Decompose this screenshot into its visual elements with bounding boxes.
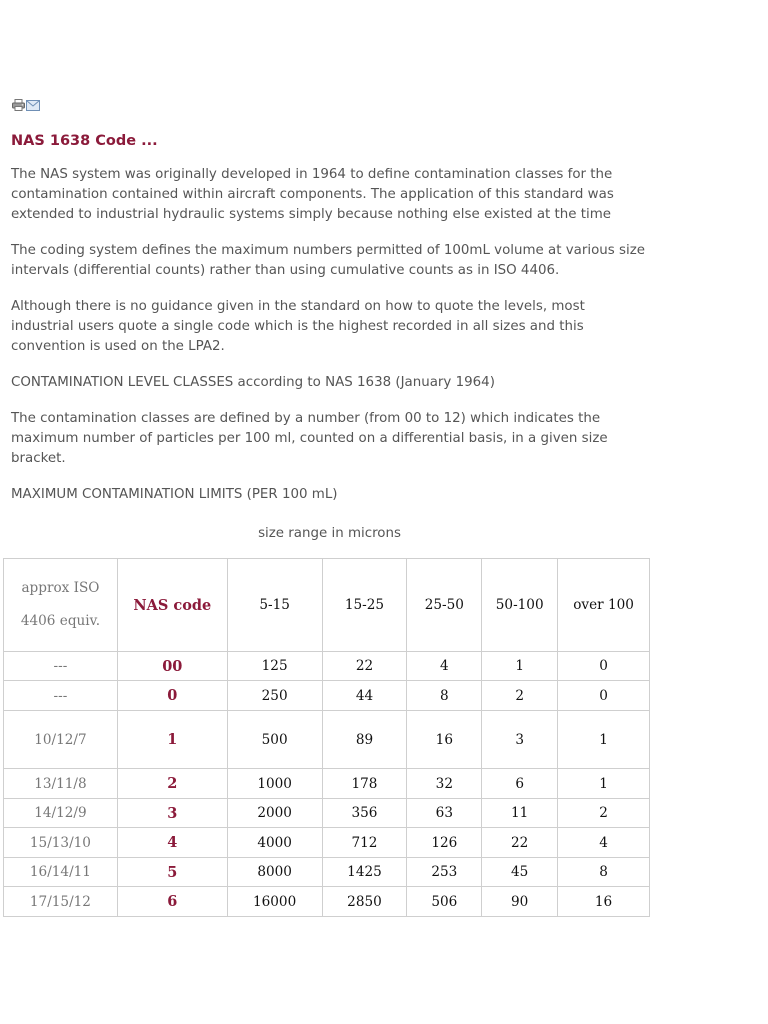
cell-iso-equiv: 16/14/11 <box>4 858 118 887</box>
cell-count: 4 <box>407 652 482 681</box>
cell-count: 16 <box>558 887 650 917</box>
cell-count: 6 <box>482 769 558 799</box>
cell-nas-code: 4 <box>117 828 227 858</box>
cell-count: 3 <box>482 711 558 769</box>
cell-count: 4 <box>558 828 650 858</box>
article-paragraph: The contamination classes are defined by a number (from 00 to 12) which indicates the maximum number of particles per 100 ml, counted on a differential basis, in a given size bracket. <box>11 411 608 466</box>
cell-count: 90 <box>482 887 558 917</box>
cell-nas-code: 00 <box>117 652 227 681</box>
cell-count: 1 <box>558 711 650 769</box>
cell-count: 32 <box>407 769 482 799</box>
cell-iso-equiv: 14/12/9 <box>4 799 118 828</box>
article-content <box>11 131 651 541</box>
cell-iso-equiv: 10/12/7 <box>4 711 118 769</box>
cell-count: 89 <box>322 711 407 769</box>
article-tools <box>12 98 40 112</box>
article-paragraph: MAXIMUM CONTAMINATION LIMITS (PER 100 mL) <box>11 487 338 502</box>
cell-count: 11 <box>482 799 558 828</box>
header-size-25-50: 25-50 <box>407 559 482 652</box>
cell-count: 4000 <box>227 828 322 858</box>
cell-count: 2000 <box>227 799 322 828</box>
table-row <box>4 799 650 828</box>
cell-count: 1000 <box>227 769 322 799</box>
article-paragraph: Although there is no guidance given in the standard on how to quote the levels, most industrial users quote a single code which is the highest recorded in all sizes and this convention is used on the LPA2. <box>11 299 585 354</box>
cell-count: 356 <box>322 799 407 828</box>
table-row <box>4 681 650 711</box>
cell-iso-equiv: 13/11/8 <box>4 769 118 799</box>
cell-nas-code: 5 <box>117 858 227 887</box>
cell-count: 16000 <box>227 887 322 917</box>
cell-count: 1425 <box>322 858 407 887</box>
article-paragraph: CONTAMINATION LEVEL CLASSES according to NAS 1638 (January 1964) <box>11 375 495 390</box>
cell-count: 8000 <box>227 858 322 887</box>
cell-iso-equiv: 15/13/10 <box>4 828 118 858</box>
cell-count: 44 <box>322 681 407 711</box>
cell-count: 16 <box>407 711 482 769</box>
cell-iso-equiv: 17/15/12 <box>4 887 118 917</box>
cell-count: 8 <box>407 681 482 711</box>
cell-nas-code: 0 <box>117 681 227 711</box>
cell-count: 125 <box>227 652 322 681</box>
table-row <box>4 769 650 799</box>
cell-count: 712 <box>322 828 407 858</box>
cell-count: 253 <box>407 858 482 887</box>
cell-iso-equiv: --- <box>4 681 118 711</box>
cell-iso-equiv: --- <box>4 652 118 681</box>
cell-nas-code: 2 <box>117 769 227 799</box>
cell-count: 22 <box>482 828 558 858</box>
printer-icon[interactable] <box>12 99 25 111</box>
cell-count: 2 <box>558 799 650 828</box>
email-icon[interactable] <box>26 100 40 111</box>
table-row <box>4 887 650 917</box>
contamination-limits-table <box>3 558 650 917</box>
cell-count: 126 <box>407 828 482 858</box>
cell-count: 0 <box>558 652 650 681</box>
header-size-15-25: 15-25 <box>322 559 407 652</box>
cell-count: 8 <box>558 858 650 887</box>
cell-count: 1 <box>558 769 650 799</box>
table-row <box>4 858 650 887</box>
cell-count: 178 <box>322 769 407 799</box>
header-size-50-100: 50-100 <box>482 559 558 652</box>
cell-count: 1 <box>482 652 558 681</box>
cell-count: 250 <box>227 681 322 711</box>
table-row <box>4 652 650 681</box>
header-size-5-15: 5-15 <box>227 559 322 652</box>
cell-count: 0 <box>558 681 650 711</box>
header-iso-equiv: approx ISO 4406 equiv. <box>4 559 118 652</box>
article-paragraph: The coding system defines the maximum numbers permitted of 100mL volume at various size intervals (differential counts) rather than using cumulative counts as in ISO 4406. <box>11 243 645 278</box>
cell-count: 45 <box>482 858 558 887</box>
header-size-over-100: over 100 <box>558 559 650 652</box>
header-nas-code: NAS code <box>117 559 227 652</box>
cell-count: 500 <box>227 711 322 769</box>
cell-count: 63 <box>407 799 482 828</box>
article-paragraph: The NAS system was originally developed in 1964 to define contamination classes for the contamination contained within aircraft components. The application of this standard was extended to industrial hydraulic systems simply because nothing else existed at the time <box>11 167 614 222</box>
table-row <box>4 828 650 858</box>
article-title: NAS 1638 Code ... <box>11 133 158 149</box>
cell-count: 2 <box>482 681 558 711</box>
table-caption: size range in microns <box>258 526 401 541</box>
table-header-row <box>4 559 650 652</box>
cell-nas-code: 3 <box>117 799 227 828</box>
cell-nas-code: 6 <box>117 887 227 917</box>
table-row <box>4 711 650 769</box>
cell-count: 2850 <box>322 887 407 917</box>
cell-count: 506 <box>407 887 482 917</box>
cell-count: 22 <box>322 652 407 681</box>
cell-nas-code: 1 <box>117 711 227 769</box>
